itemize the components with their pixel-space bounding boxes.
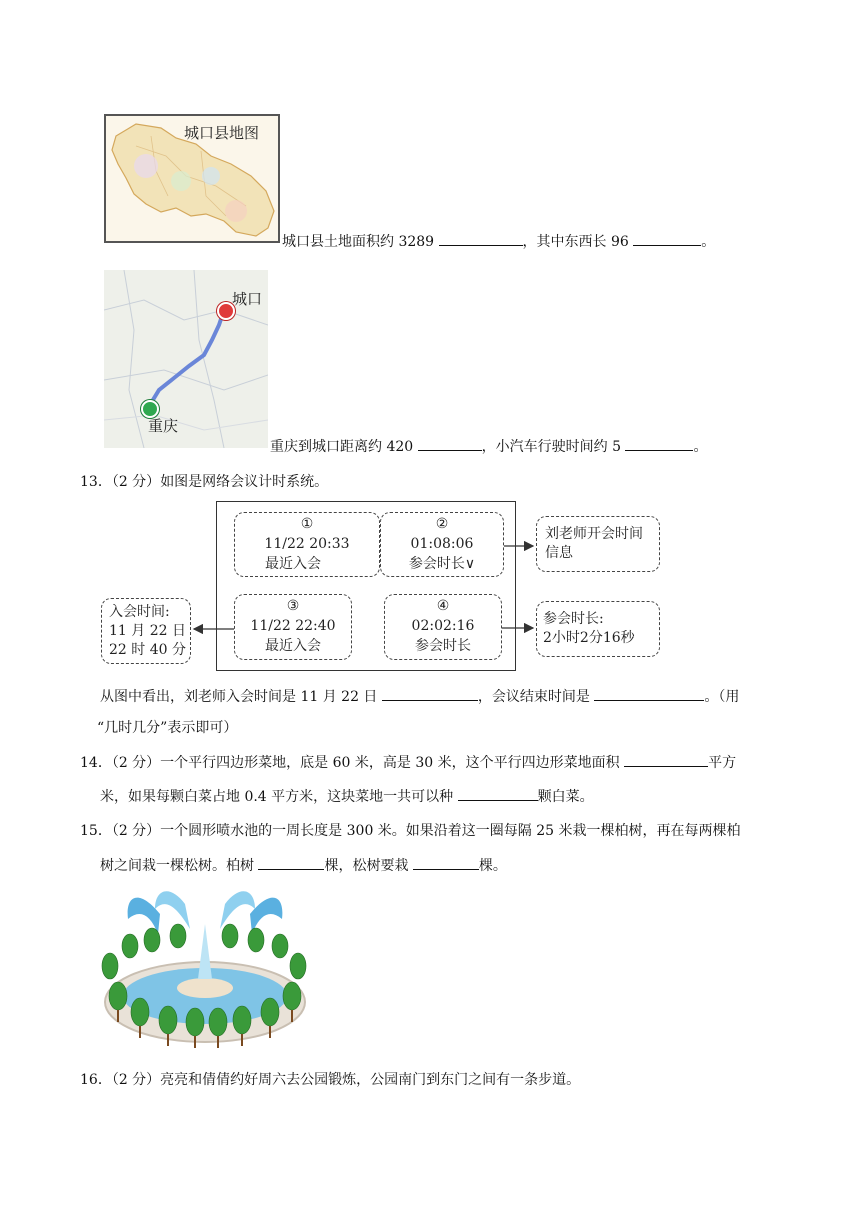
- q14-area-blank[interactable]: [624, 752, 708, 767]
- join-time-blank[interactable]: [382, 686, 478, 701]
- q15-line1: [80, 821, 741, 841]
- cell2-number: ②: [435, 516, 449, 532]
- q14-text2b: 颗白菜。: [537, 789, 594, 805]
- callout-duration-line1: 参会时长:: [543, 611, 604, 627]
- cell4-number: ④: [436, 598, 450, 614]
- q14-line2: [100, 786, 594, 807]
- cell4-time: 02:02:16: [411, 618, 475, 634]
- callout-join-line2: 11 月 22 日: [109, 623, 186, 639]
- distance-text-middle: ，小汽车行驶时间约 5: [481, 439, 621, 455]
- q15-text2c: 棵。: [478, 858, 507, 874]
- q15-cypress-blank[interactable]: [258, 855, 324, 870]
- end-time-blank[interactable]: [594, 686, 704, 701]
- q16-text: （2 分）亮亮和倩倩约好周六去公园锻炼，公园南门到东门之间有一条步道。: [111, 1072, 581, 1088]
- callout-duration-line2: 2小时2分16秒: [543, 630, 635, 646]
- q14-line1: [80, 752, 736, 773]
- distance-text-end: 。: [693, 439, 708, 455]
- callout-join-line1: 入会时间:: [109, 604, 170, 620]
- cell4-label: 参会时长: [415, 638, 471, 654]
- area-text-end: 。: [701, 234, 716, 250]
- cell1-date: 11/22 20:33: [264, 536, 350, 552]
- distance-text-before: 重庆到城口距离约 420: [270, 439, 414, 455]
- q14-text1a: （2 分）一个平行四边形菜地，底是 60 米，高是 30 米，这个平行四边形菜地面积: [111, 755, 620, 771]
- q13-answer-part2: ，会议结束时间是: [477, 689, 590, 705]
- q13-score: （2 分）: [111, 474, 161, 490]
- cell2-time: 01:08:06: [410, 536, 474, 552]
- callout-info-line1: 刘老师开会时间: [545, 526, 643, 542]
- q14-text1b: 平方: [708, 755, 737, 771]
- q13-answer-part1: 从图中看出，刘老师入会时间是 11 月 22 日: [100, 689, 378, 705]
- cell3-number: ③: [286, 598, 300, 614]
- callout-join-line3: 22 时 40 分: [109, 642, 186, 658]
- q13-stem-text: 如图是网络会议计时系统。: [160, 474, 329, 490]
- cell1-number: ①: [300, 516, 314, 532]
- q13-number: 13．: [80, 474, 112, 490]
- fountain-illustration: [100, 884, 310, 1052]
- q15-pine-blank[interactable]: [413, 855, 479, 870]
- cell3-date: 11/22 22:40: [250, 618, 336, 634]
- city-label-chengkou: 城口: [232, 290, 263, 308]
- q15-text1: （2 分）一个圆形喷水池的一周长度是 300 米。如果沿着这一圈每隔 25 米栽一棵柏树，再在每两棵柏: [111, 823, 741, 839]
- cell1-label: 最近入会: [265, 556, 321, 572]
- q13-answer-line1: [100, 686, 739, 707]
- q16-number: 16．: [80, 1072, 112, 1088]
- area-text-before: 城口县土地面积约 3289: [282, 234, 435, 250]
- city-label-chongqing: 重庆: [148, 417, 179, 435]
- county-map-title: 城口县地图: [184, 124, 260, 142]
- q15-number: 15．: [80, 823, 112, 839]
- q15-line2: [100, 855, 507, 876]
- cell2-label: 参会时长∨: [408, 556, 476, 572]
- q14-text2a: 米，如果每颗白菜占地 0.4 平方米，这块菜地一共可以种: [100, 789, 454, 805]
- area-text-middle: ，其中东西长 96: [522, 234, 629, 250]
- q13-answer-part3: 。（用: [704, 689, 740, 705]
- q13-answer-line2: “几时几分”表示即可）: [97, 720, 238, 736]
- q15-text2b: 棵，松树要栽: [324, 858, 409, 874]
- q16-line: [80, 1070, 580, 1090]
- cell3-label: 最近入会: [265, 638, 321, 654]
- q14-number: 14．: [80, 755, 112, 771]
- callout-info-line2: 信息: [545, 545, 573, 561]
- q14-count-blank[interactable]: [458, 786, 538, 801]
- q15-text2a: 树之间栽一棵松树。柏树: [100, 858, 254, 874]
